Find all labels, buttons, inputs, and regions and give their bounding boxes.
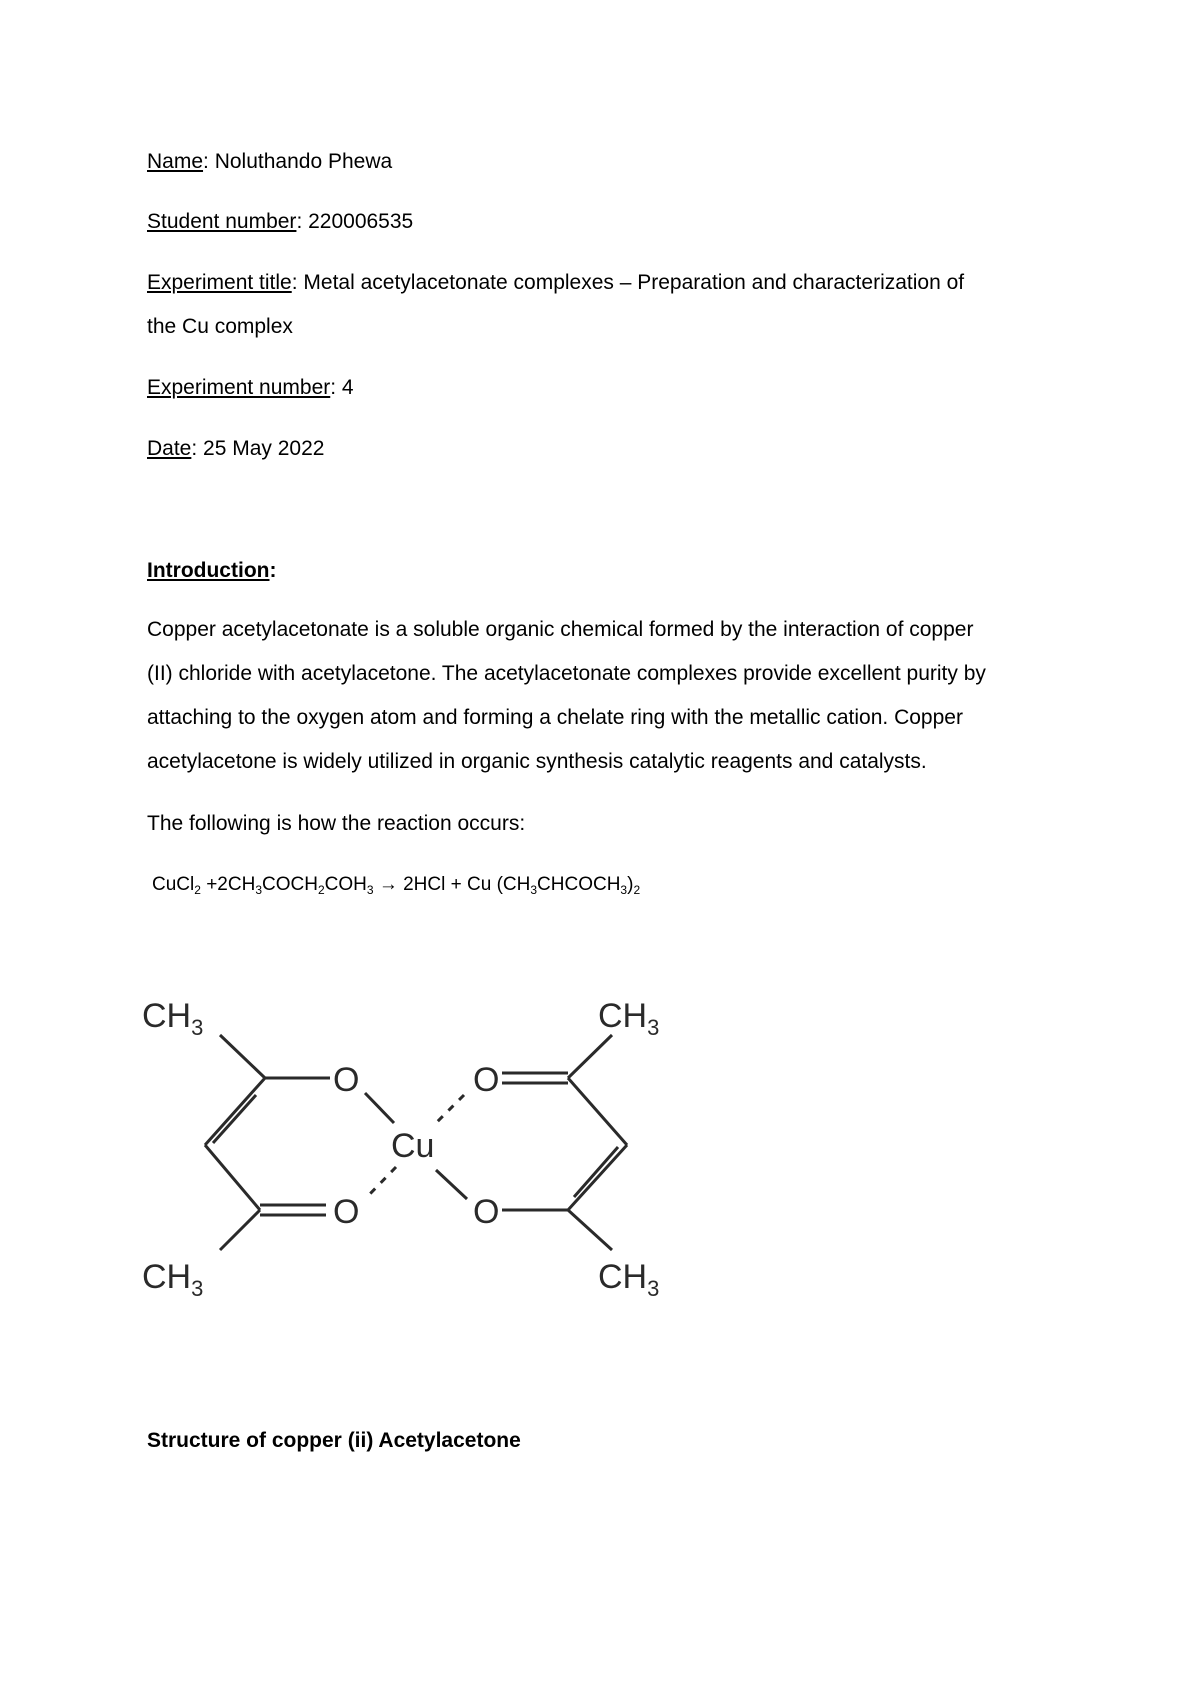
copper-acetylacetonate-structure (140, 985, 700, 1320)
eq-part: COCH (262, 874, 318, 895)
experiment-number-value: : 4 (330, 376, 354, 399)
introduction-heading (147, 557, 276, 585)
experiment-title-label: Experiment title (147, 271, 292, 294)
eq-subscript: 3 (366, 883, 374, 897)
bond-c-ch3-bottom-right (568, 1210, 612, 1250)
intro-line-4: acetylacetone is widely utilized in organic synthesis catalytic reagents and catalysts. (147, 750, 927, 773)
introduction-heading-colon: : (269, 559, 277, 582)
eq-subscript: 3 (530, 883, 538, 897)
eq-subscript: 2 (317, 883, 325, 897)
intro-line-3: attaching to the oxygen atom and forming a chelate ring with the metallic cation. Copper (147, 706, 963, 729)
introduction-heading-text: Introduction (147, 559, 270, 582)
reaction-equation (152, 874, 640, 896)
structure-caption: Structure of copper (ii) Acetylacetone (147, 1429, 521, 1452)
student-number-line (147, 208, 413, 236)
name-line (147, 148, 392, 176)
copper-atom: Cu (391, 1127, 435, 1165)
eq-part: ) (627, 874, 634, 895)
bond-c-c-right-upper (568, 1078, 627, 1145)
experiment-number-label: Experiment number (147, 376, 331, 399)
oxygen-top-right: O (473, 1061, 500, 1099)
name-value: : Noluthando Phewa (203, 150, 393, 173)
bond-c-c-double-left-inner (213, 1095, 256, 1143)
bond-c-ch3-bottom-left (220, 1210, 260, 1250)
intro-line-2: (II) chloride with acetylacetone. The acetylacetonate complexes provide excellent purity by (147, 662, 986, 685)
oxygen-bottom-right: O (473, 1193, 500, 1231)
eq-part: COH (324, 874, 367, 895)
date-label: Date (147, 437, 192, 460)
eq-part: CHCOCH (537, 874, 621, 895)
ch3-top-right: $CH_3$ (598, 997, 660, 1040)
ch3-bottom-right: $CH_3$ (598, 1258, 660, 1301)
intro-line-1: Copper acetylacetonate is a soluble organic chemical formed by the interaction of copper (147, 618, 974, 641)
bond-cu-o-coordinate-top (434, 1095, 464, 1125)
eq-part: +2CH (200, 874, 256, 895)
eq-subscript: 2 (633, 883, 641, 897)
date-value: : 25 May 2022 (191, 437, 325, 460)
bond-o-cu-top-left (365, 1093, 394, 1123)
bond-c-c-left-lower (205, 1145, 260, 1210)
experiment-title-value: : Metal acetylacetonate complexes – Preparation and characterization of (291, 271, 965, 294)
student-number-label: Student number (147, 210, 297, 233)
bond-c-c-double-right (568, 1145, 627, 1210)
ch3-top-left: $CH_3$ (142, 997, 204, 1040)
bond-c-c-double-left (205, 1078, 265, 1145)
eq-subscript: 3 (620, 883, 628, 897)
structure-labels (142, 997, 659, 1301)
oxygen-top-left: O (333, 1061, 360, 1099)
student-number-value: : 220006535 (296, 210, 414, 233)
date-line (147, 435, 324, 463)
bond-cu-o-coordinate-bottom (367, 1167, 396, 1197)
bond-c-c-double-right-inner (574, 1147, 618, 1197)
eq-subscript: 2 (194, 883, 201, 897)
experiment-title-continuation: the Cu complex (147, 315, 293, 338)
ch3-bottom-left: $CH_3$ (142, 1258, 204, 1301)
bond-ch3-c-top-right (568, 1035, 612, 1078)
eq-subscript: 3 (255, 883, 262, 897)
experiment-number-line (147, 374, 354, 402)
experiment-title-line (147, 269, 964, 297)
eq-part: → 2HCl + Cu (CH (373, 874, 531, 895)
bond-cu-o-bottom-right (436, 1170, 467, 1199)
name-label: Name (147, 150, 204, 173)
bond-ch3-c-top-left (220, 1035, 265, 1078)
reaction-intro: The following is how the reaction occurs: (147, 812, 526, 835)
eq-part: CuCl (152, 874, 195, 895)
oxygen-bottom-left: O (333, 1193, 360, 1231)
